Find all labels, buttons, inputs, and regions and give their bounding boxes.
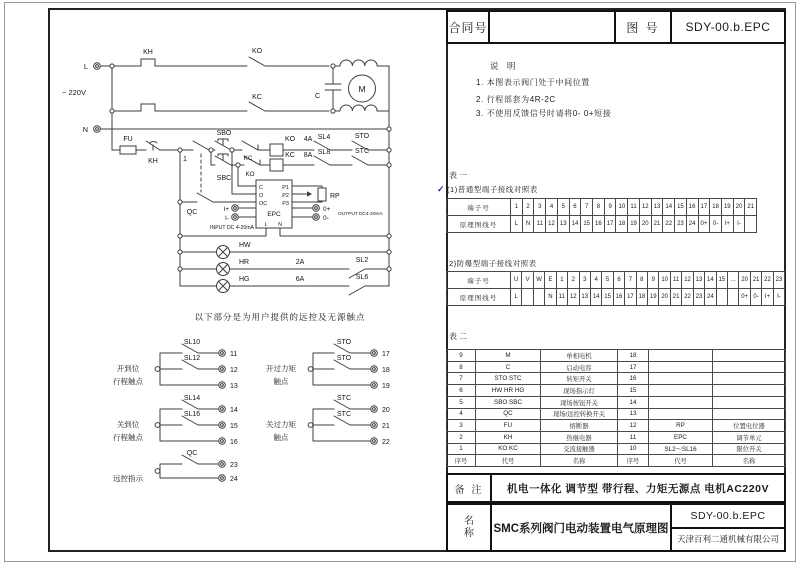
table-cell: 17 <box>605 216 617 232</box>
table-cell <box>717 289 728 305</box>
table-cell: STO STC <box>476 373 541 384</box>
table-cell: 5 <box>602 272 613 288</box>
open-travel-label-2: 行程触点 <box>113 377 143 386</box>
table-cell: 22 <box>682 289 693 305</box>
wire-number-cells <box>511 216 756 232</box>
table-cell: 熔断器 <box>541 420 618 431</box>
table-cell: 单相电机 <box>541 350 618 361</box>
table-cell: 24 <box>705 289 716 305</box>
epc-terminal-p2: P2 <box>282 193 289 199</box>
drawing-number: SDY-00.b.EPC <box>672 505 784 529</box>
table-cell: 11 <box>671 272 682 288</box>
open-travel-label-1: 开到位 <box>116 364 140 373</box>
table-cell: 16 <box>687 199 699 215</box>
table-cell: 16 <box>614 289 625 305</box>
table-cell: 现场指示灯 <box>541 385 618 396</box>
sto-label: STO <box>354 133 370 140</box>
table-cell: C <box>476 362 541 373</box>
table-cell: 名称 <box>541 455 618 466</box>
table-cell: 12 <box>682 272 693 288</box>
sl4-label: SL4 <box>317 134 331 141</box>
parts-list-table <box>446 349 786 467</box>
table-cell: L <box>511 216 523 232</box>
table-cell: 19 <box>648 289 659 305</box>
terminal-13: 13 <box>230 383 238 390</box>
remark-label: 备 注 <box>448 475 492 501</box>
parts-row <box>447 361 785 373</box>
table-cell: 0- <box>710 216 722 232</box>
kc-contact-label: KC <box>252 94 262 101</box>
rp-label: RP <box>330 193 340 200</box>
ko-contact-label: KO <box>251 48 263 55</box>
table-row <box>447 199 756 215</box>
parts-row <box>447 350 785 361</box>
o-plus-label: 0+ <box>323 206 331 213</box>
table-cell: 7 <box>581 199 593 215</box>
table-cell: 18 <box>616 216 628 232</box>
table-cell: 交流接触器 <box>541 444 618 455</box>
explosion-terminal-table <box>446 271 785 306</box>
parts-row <box>447 396 785 408</box>
drawing-no-label: 图 号 <box>616 12 672 42</box>
table-cell: 0+ <box>699 216 711 232</box>
table-cell: 4 <box>447 409 476 420</box>
table-cell <box>649 350 713 361</box>
table-cell <box>713 373 785 384</box>
stc-contact-label-1: STC <box>337 395 351 402</box>
row-header: 原理图线号 <box>447 289 511 305</box>
remote-indication-label: 远控指示 <box>113 474 143 483</box>
table-cell: 8 <box>593 199 605 215</box>
table-cell: 11 <box>628 199 640 215</box>
row-header: 端子号 <box>447 272 511 288</box>
table-cell: L <box>511 289 522 305</box>
terminal-17: 17 <box>382 351 390 358</box>
note-item-1: 1. 本图表示阀门处于中间位置 <box>476 78 590 87</box>
table-cell: 现场/远控转换开关 <box>541 409 618 420</box>
table-cell: 19 <box>628 216 640 232</box>
table-row <box>447 215 756 232</box>
table-cell: KH <box>476 432 541 443</box>
table-cell: 5 <box>447 397 476 408</box>
table-cell <box>713 385 785 396</box>
table-cell: 2 <box>447 432 476 443</box>
table-cell: 13 <box>580 289 591 305</box>
wire-6a-label: 6A <box>295 276 305 283</box>
table-cell: 8 <box>637 272 648 288</box>
table-cell: 23 <box>675 216 687 232</box>
hr-lamp-label: HR <box>239 259 250 266</box>
rp-wiper-arrow <box>307 191 312 197</box>
lamp-symbols <box>217 246 230 293</box>
terminal-l-label: L <box>83 62 88 71</box>
table-cell: SL2～SL16 <box>649 444 713 455</box>
table-cell: 1 <box>557 272 568 288</box>
table-cell: 4 <box>546 199 558 215</box>
epc-terminal-p3: P3 <box>282 201 289 207</box>
sl2-label: SL2 <box>355 257 369 264</box>
table-cell: I- <box>777 294 781 300</box>
terminal-15: 15 <box>230 423 238 430</box>
input-range-label: INPUT DC 4-20mA <box>210 225 255 231</box>
terminal-20: 20 <box>382 407 390 414</box>
terminal-11: 11 <box>230 351 238 358</box>
table-cell: 9 <box>447 350 476 361</box>
table-cell: 21 <box>747 204 755 210</box>
notes-title: 说 明 <box>490 61 519 71</box>
rp-potentiometer-symbol <box>318 188 326 201</box>
table-cell: 18 <box>637 289 648 305</box>
table-cell: 3 <box>580 272 591 288</box>
drawing-no-value: SDY-00.b.EPC <box>685 20 771 34</box>
parts-row <box>447 431 785 443</box>
table-cell: 20 <box>739 272 750 288</box>
table-cell: 限位开关 <box>736 446 762 454</box>
table-cell: 10 <box>659 272 670 288</box>
table-cell: 代号 <box>649 455 713 466</box>
table-cell: 17 <box>618 362 649 373</box>
table-cell: 0- <box>751 289 762 305</box>
table-cell: 22 <box>762 272 773 288</box>
terminal-12: 12 <box>230 367 238 374</box>
epc-terminal-c: C <box>259 185 263 191</box>
table-cell: 13 <box>558 216 570 232</box>
terminal-n-label: N <box>82 125 88 134</box>
motor-label: M <box>358 84 366 94</box>
qc-contact-label: QC <box>186 450 198 457</box>
table-cell: 15 <box>602 289 613 305</box>
sl12-label: SL12 <box>183 355 201 362</box>
table-cell <box>713 362 785 373</box>
sto-contact-label-1: STO <box>336 339 352 346</box>
table1-label: 表一 <box>449 171 469 180</box>
table-cell: 1 <box>511 199 523 215</box>
sbc-label: SBC <box>216 175 232 182</box>
table-cell: 20 <box>640 216 652 232</box>
table-cell <box>649 409 713 420</box>
sl10-label: SL10 <box>183 339 201 346</box>
ko-interlock-label: KO <box>245 171 255 178</box>
schematic-title: SMC系列阀门电动装置电气原理图 <box>492 505 672 550</box>
epc-terminal-p1: P1 <box>282 185 289 191</box>
table-cell: 0+ <box>739 289 750 305</box>
kh-label: KH <box>143 49 153 56</box>
sl8-label: SL8 <box>317 149 331 156</box>
name-label <box>448 505 492 550</box>
wire-number-cells <box>511 289 784 305</box>
table-cell: W <box>534 272 545 288</box>
stc-label: STC <box>355 148 369 155</box>
voltage-label: ~ 220V <box>62 88 86 97</box>
explosion-table-title <box>446 258 537 269</box>
table-cell: 16 <box>593 216 605 232</box>
check-mark-icon: ✓ <box>437 184 446 194</box>
table-cell: 21 <box>652 216 664 232</box>
table-cell: 10 <box>616 199 628 215</box>
table-cell: 1 <box>447 444 476 455</box>
table-cell: 5 <box>558 199 570 215</box>
table-cell: 17 <box>699 199 711 215</box>
table-cell: 14 <box>663 199 675 215</box>
parts-row <box>447 384 785 396</box>
kh-thermal-label: KH <box>148 158 158 165</box>
name-label-char-1: 名 <box>464 515 474 527</box>
table-cell: 12 <box>618 420 649 431</box>
table-cell <box>649 373 713 384</box>
ko-coil-symbol <box>270 144 283 156</box>
stc-contact-label-2: STC <box>337 411 351 418</box>
open-torque-label-2: 触点 <box>273 377 289 386</box>
table-cell: 名称 <box>742 458 756 466</box>
o-minus-label: 0- <box>323 215 329 222</box>
table-cell: 24 <box>687 216 699 232</box>
note-item-3: 3. 不使用反馈信号时请将0- 0+短接 <box>476 109 612 118</box>
table-cell: QC <box>476 409 541 420</box>
fuse-symbol <box>120 146 136 154</box>
close-travel-label-2: 行程触点 <box>113 433 143 442</box>
table-cell <box>522 289 533 305</box>
epc-terminal-o: O <box>259 193 264 199</box>
name-label-char-2: 称 <box>464 527 474 539</box>
table-cell: 代号 <box>476 455 541 466</box>
row-header: 原理图线号 <box>447 216 511 232</box>
table-cell <box>649 362 713 373</box>
fuse-label: FU <box>123 136 133 143</box>
table-cell: N <box>545 289 556 305</box>
parts-row <box>447 419 785 431</box>
wire-2a-label: 2A <box>295 259 305 266</box>
open-torque-label-1: 开过力矩 <box>266 364 296 373</box>
terminal-number-cells <box>511 272 784 288</box>
company-name: 天津百利二通机械有限公司 <box>676 534 779 545</box>
table-cell: 17 <box>625 289 636 305</box>
table2-label: 表二 <box>449 332 469 341</box>
kc-coil-symbol <box>270 159 283 171</box>
table-cell <box>649 385 713 396</box>
ko-coil-label: KO <box>284 136 296 143</box>
terminal-18: 18 <box>382 367 390 374</box>
table-cell: 13 <box>618 409 649 420</box>
table-cell <box>534 289 545 305</box>
table-cell: I+ <box>722 216 734 232</box>
table-cell: 15 <box>717 272 728 288</box>
parts-row <box>447 372 785 384</box>
i-minus-label: I- <box>225 215 229 222</box>
qc-selector-label: QC <box>186 209 198 216</box>
table-cell: M <box>476 350 541 361</box>
table-cell: N <box>523 216 535 232</box>
remark-text: 机电一体化 调节型 带行程、力矩无源点 电机AC220V <box>507 482 769 495</box>
table-cell: KO KC <box>476 444 541 455</box>
name-block <box>446 503 786 552</box>
table-cell: 7 <box>625 272 636 288</box>
table-cell: 13 <box>652 199 664 215</box>
table-cell <box>745 216 756 232</box>
table-cell: 启动电容 <box>541 362 618 373</box>
table-cell: 11 <box>557 289 568 305</box>
parts-header-row <box>447 454 785 466</box>
table-cell: 18 <box>618 350 649 361</box>
contract-no-value <box>490 12 616 42</box>
terminal-22: 22 <box>382 439 390 446</box>
table-cell: U <box>511 272 522 288</box>
normal-table-title <box>437 184 538 195</box>
table-cell: 现场按钮开关 <box>541 397 618 408</box>
table-cell: 10 <box>618 444 649 455</box>
terminal-14: 14 <box>230 407 238 414</box>
sl6-label: SL6 <box>355 274 369 281</box>
table-cell: 6 <box>447 385 476 396</box>
table-cell: 调节单元 <box>736 434 762 442</box>
terminal-16: 16 <box>230 439 238 446</box>
table-cell <box>713 350 785 361</box>
terminal-symbols <box>94 63 378 482</box>
epc-terminal-n: N <box>278 222 282 228</box>
table-cell: 9 <box>648 272 659 288</box>
table-cell: I- <box>734 216 746 232</box>
table-cell: 21 <box>671 289 682 305</box>
table-cell: 11 <box>618 432 649 443</box>
circuit-diagram <box>48 8 446 552</box>
capacitor-symbol <box>325 68 341 109</box>
terminal-19: 19 <box>382 383 390 390</box>
table-cell <box>713 409 785 420</box>
hw-lamp-label: HW <box>239 242 251 249</box>
table-cell: 8 <box>447 362 476 373</box>
close-torque-label-1: 关过力矩 <box>266 420 296 429</box>
table-cell: 序号 <box>447 455 476 466</box>
table-cell: 15 <box>675 199 687 215</box>
note-item-2: 2. 行程部套为4R-2C <box>476 95 556 104</box>
kc-interlock-label: KC <box>243 155 253 162</box>
wire-1-label: 1 <box>183 156 187 163</box>
table-cell: 热继电器 <box>541 432 618 443</box>
table-cell: 21 <box>751 272 762 288</box>
terminal-23: 23 <box>230 462 238 469</box>
table-cell: HW HR HG <box>476 385 541 396</box>
table-cell: 3 <box>447 420 476 431</box>
table-cell: 16 <box>618 373 649 384</box>
table-cell: FU <box>476 420 541 431</box>
epc-name-label: EPC <box>267 211 281 218</box>
table-cell: 9 <box>605 199 617 215</box>
table-cell: 18 <box>710 199 722 215</box>
table-row <box>447 288 784 305</box>
table-cell: 15 <box>581 216 593 232</box>
close-torque-label-2: 触点 <box>273 433 289 442</box>
table-cell: E <box>545 272 556 288</box>
table-cell: ... <box>728 272 739 288</box>
table-cell: 11 <box>534 216 546 232</box>
user-contacts-note: 以下部分是为用户提供的远控及无源触点 <box>194 312 366 322</box>
table-cell: RP <box>649 420 713 431</box>
table-cell: 12 <box>640 199 652 215</box>
table-cell: 转矩开关 <box>541 373 618 384</box>
table-cell: 14 <box>618 397 649 408</box>
wire-8a-label: 8A <box>303 152 313 159</box>
table-cell <box>649 397 713 408</box>
table-cell: 位置电位器 <box>733 423 765 431</box>
table-cell: 14 <box>570 216 582 232</box>
parts-row <box>447 443 785 455</box>
table-cell <box>713 397 785 408</box>
terminal-number-cells <box>511 199 756 215</box>
table-cell: 6 <box>614 272 625 288</box>
explosion-table-title-text: (2)防爆型端子接线对照表 <box>446 259 537 268</box>
epc-terminal-l: L <box>264 222 268 228</box>
hg-lamp-label: HG <box>239 276 250 283</box>
wire-4a-label: 4A <box>303 136 313 143</box>
output-range-label: OUTPUT DC4-20mA <box>338 212 383 217</box>
table-cell: 14 <box>705 272 716 288</box>
normal-terminal-table <box>446 198 757 233</box>
table-cell: 3 <box>534 199 546 215</box>
i-plus-label: I+ <box>223 206 229 213</box>
table-cell: 12 <box>546 216 558 232</box>
table-cell: 20 <box>659 289 670 305</box>
sbo-label: SBO <box>216 130 232 137</box>
sl16-label: SL16 <box>183 411 201 418</box>
close-travel-label-1: 关到位 <box>116 420 140 429</box>
sl14-label: SL14 <box>183 395 201 402</box>
table-cell: I+ <box>762 289 773 305</box>
table-cell: 4 <box>591 272 602 288</box>
table-cell: 序号 <box>618 455 649 466</box>
title-block <box>446 10 786 44</box>
capacitor-label: C <box>314 93 320 100</box>
table-cell: SBO SBC <box>476 397 541 408</box>
table-cell: 2 <box>568 272 579 288</box>
table-cell: 14 <box>591 289 602 305</box>
table-cell: 2 <box>523 199 535 215</box>
table-cell: V <box>522 272 533 288</box>
table-cell: 23 <box>775 277 783 283</box>
contract-no-label: 合同号 <box>448 12 490 42</box>
epc-terminal-oc: OC <box>259 201 268 207</box>
table-cell: 15 <box>618 385 649 396</box>
row-header: 端子号 <box>447 199 511 215</box>
parts-row <box>447 408 785 420</box>
table-cell <box>728 289 739 305</box>
remark-block <box>446 473 786 503</box>
normal-table-title-text: (1)普通型端子接线对照表 <box>447 185 538 194</box>
terminal-24: 24 <box>230 476 238 483</box>
table-row <box>447 272 784 288</box>
table-cell: 20 <box>734 199 746 215</box>
terminal-21: 21 <box>382 423 390 430</box>
table-cell: EPC <box>649 432 713 443</box>
table-cell: 22 <box>663 216 675 232</box>
table-cell: 13 <box>694 272 705 288</box>
table-cell: 6 <box>570 199 582 215</box>
table-cell: 19 <box>722 199 734 215</box>
table-cell: 12 <box>568 289 579 305</box>
sto-contact-label-2: STO <box>336 355 352 362</box>
kc-coil-label: KC <box>285 152 295 159</box>
table-cell: 7 <box>447 373 476 384</box>
table-cell: 23 <box>694 289 705 305</box>
